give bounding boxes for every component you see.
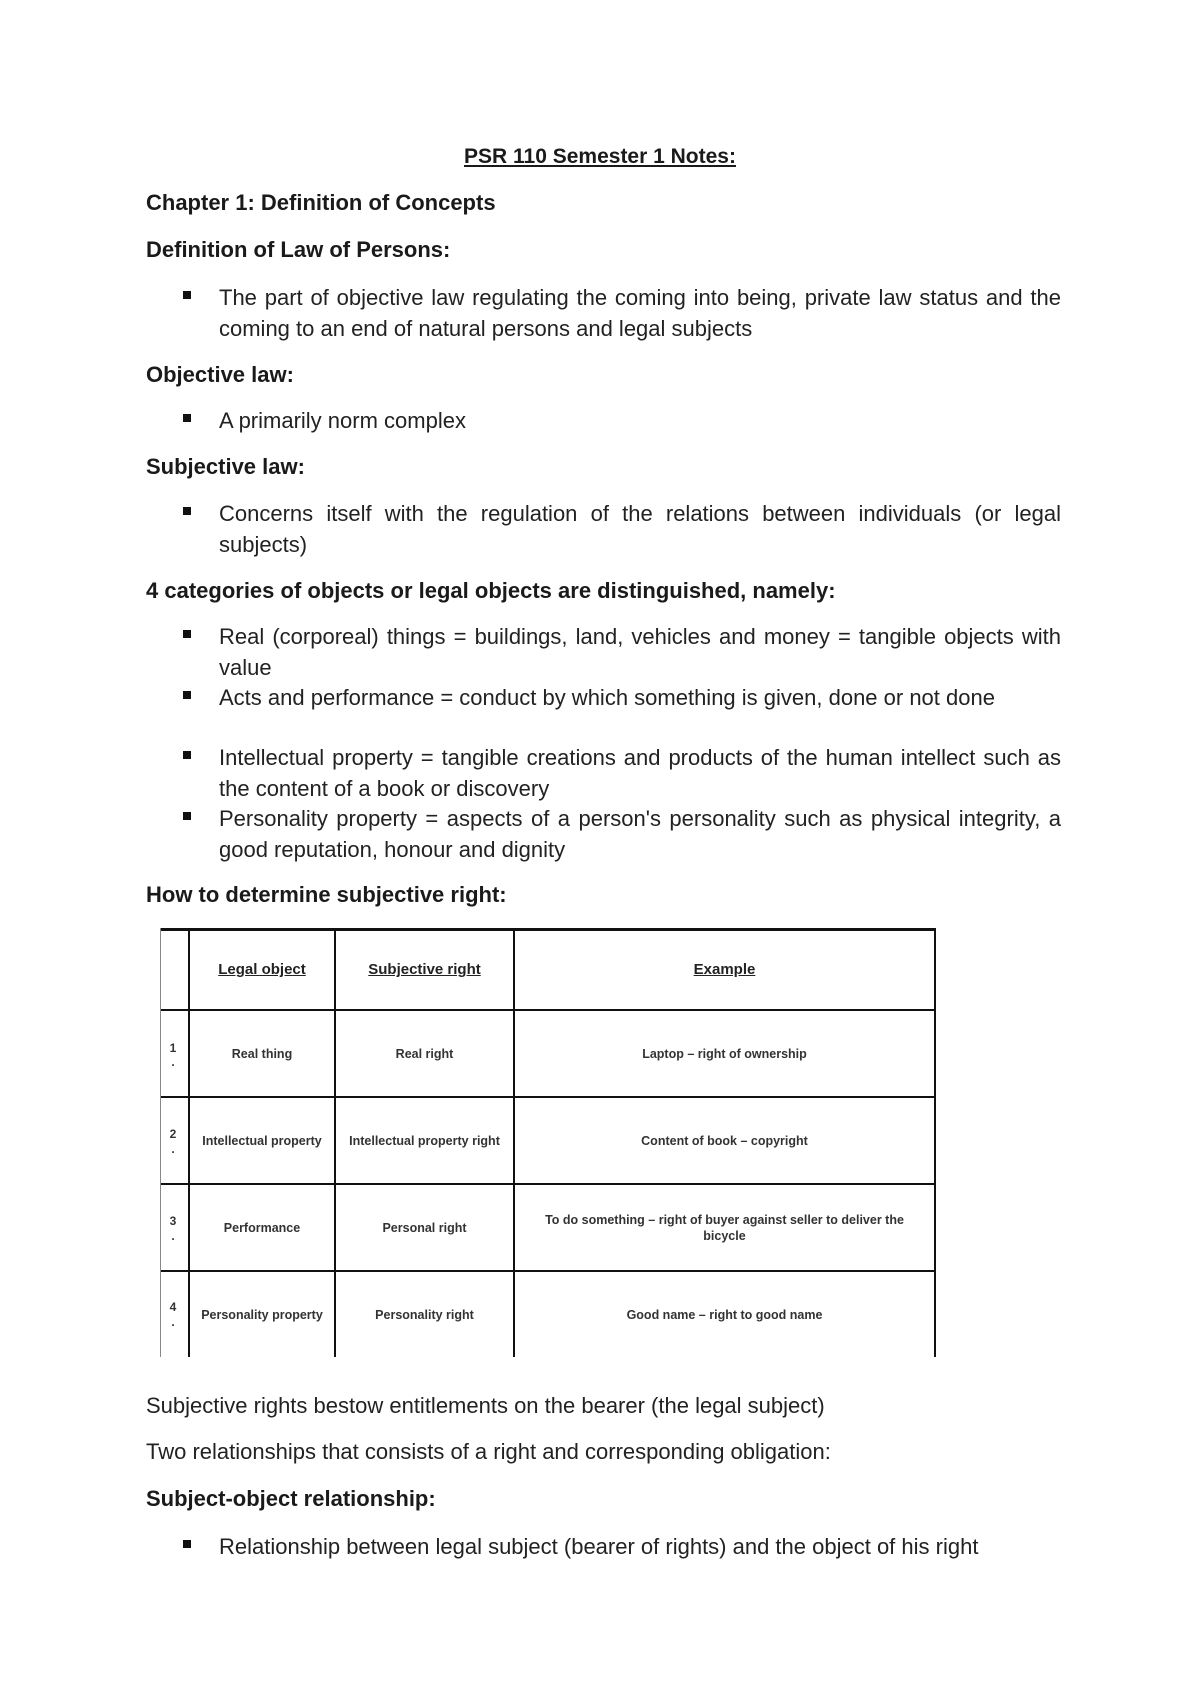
bullet-icon	[183, 812, 191, 820]
row-number: 3	[169, 1214, 177, 1228]
cell-legal-object: Personality property	[201, 1307, 323, 1322]
bullet-icon	[183, 630, 191, 638]
cell-subjective-right: Personality right	[375, 1307, 474, 1322]
header-legal-object: Legal object	[218, 961, 306, 978]
table-border	[934, 928, 936, 1357]
bullet-icon	[183, 291, 191, 299]
bestow-paragraph: Subjective rights bestow entitlements on the bearer (the legal subject)	[146, 1393, 825, 1418]
header-example: Example	[693, 961, 756, 978]
category-item: Personality property = aspects of a person's personality such as physical integrity, a good reputation, honour and dignity	[219, 806, 1061, 862]
row-number-dot: .	[171, 1142, 175, 1156]
header-subjective-right: Subjective right	[368, 961, 481, 978]
cell-subjective-right: Real right	[395, 1046, 454, 1061]
subjective-right-table	[160, 928, 936, 1357]
determine-heading: How to determine subjective right:	[146, 882, 507, 907]
bullet-icon	[183, 414, 191, 422]
cell-example: Good name – right to good name	[626, 1307, 823, 1322]
cell-legal-object: Real thing	[231, 1046, 293, 1061]
law-of-persons-bullet: The part of objective law regulating the coming into being, private law status and the coming to an end of natural persons and legal subjects	[219, 285, 1061, 341]
cell-subjective-right: Intellectual property right	[349, 1133, 500, 1148]
cell-legal-object: Intellectual property	[202, 1133, 322, 1148]
document-title: PSR 110 Semester 1 Notes:	[464, 145, 736, 168]
cell-subjective-right: Personal right	[382, 1220, 467, 1235]
subject-object-heading: Subject-object relationship:	[146, 1486, 436, 1511]
category-item: Intellectual property = tangible creations and products of the human intellect such as the content of a book or discovery	[219, 745, 1061, 801]
row-number-dot: .	[171, 1229, 175, 1243]
categories-heading: 4 categories of objects or legal objects are distinguished, namely:	[146, 578, 836, 603]
bullet-icon	[183, 691, 191, 699]
bullet-icon	[183, 751, 191, 759]
objective-law-heading: Objective law:	[146, 362, 294, 387]
row-number: 4	[169, 1300, 177, 1314]
category-item: Acts and performance = conduct by which something is given, done or not done	[219, 685, 995, 710]
bullet-icon	[183, 1540, 191, 1548]
cell-example: Laptop – right of ownership	[642, 1046, 807, 1061]
two-relationships-paragraph: Two relationships that consists of a right and corresponding obligation:	[146, 1439, 831, 1464]
table-border	[160, 928, 161, 1357]
law-of-persons-heading: Definition of Law of Persons:	[146, 237, 451, 262]
subject-object-bullet: Relationship between legal subject (bearer of rights) and the object of his right	[219, 1534, 979, 1559]
cell-legal-object: Performance	[223, 1220, 301, 1235]
cell-example: Content of book – copyright	[641, 1133, 808, 1148]
row-number-dot: .	[171, 1315, 175, 1329]
row-number: 1	[169, 1041, 177, 1055]
subjective-law-bullet: Concerns itself with the regulation of the relations between individuals (or legal subjects)	[219, 501, 1061, 557]
category-item: Real (corporeal) things = buildings, land, vehicles and money = tangible objects with value	[219, 624, 1061, 680]
chapter-heading: Chapter 1: Definition of Concepts	[146, 190, 496, 215]
row-number-dot: .	[171, 1055, 175, 1069]
subjective-law-heading: Subjective law:	[146, 454, 305, 479]
cell-example: To do something – right of buyer against seller to deliver the bicycle	[545, 1212, 904, 1243]
objective-law-bullet: A primarily norm complex	[219, 408, 466, 433]
bullet-icon	[183, 507, 191, 515]
row-number: 2	[169, 1127, 177, 1141]
